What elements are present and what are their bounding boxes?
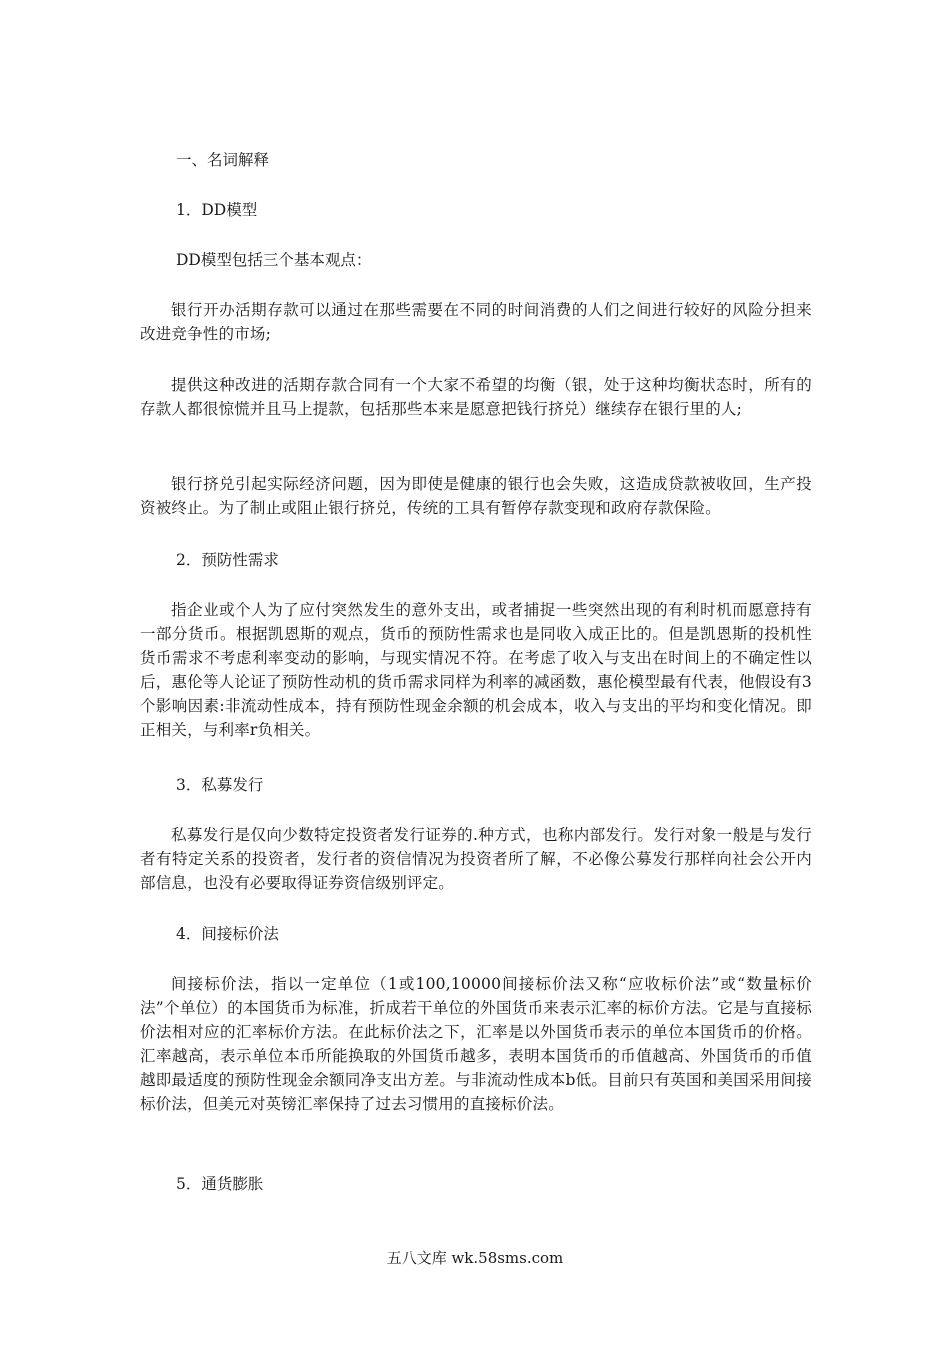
term-heading-private-placement: 3．私募发行 (176, 776, 264, 794)
term-heading-dd-model: 1．DD模型 (176, 201, 258, 219)
paragraph-dd-point-2: 提供这种改进的活期存款合同有一个大家不希望的均衡（银，处于这种均衡状态时，所有的存款人都很惊慌并且马上提款，包括那些本来是愿意把钱行挤兑）继续存在银行里的人; (140, 376, 812, 418)
footer-watermark: 五八文库 wk.58sms.com (386, 1249, 564, 1267)
paragraph-dd-point-3: 银行挤兑引起实际经济问题，因为即使是健康的银行也会失败，这造成贷款被收回，生产投资被终止。为了制止或阻止银行挤兑，传统的工具有暂停存款变现和政府存款保险。 (140, 475, 812, 517)
term-heading-inflation: 5．通货膨胀 (176, 1175, 264, 1193)
term-heading-indirect-quotation: 4．间接标价法 (176, 925, 279, 943)
paragraph-indirect-quotation: 间接标价法，指以一定单位（1或100,10000间接标价法又称“应收标价法”或“数量标价法”个单位）的本国货币为标准，折成若干单位的外国货币来表示汇率的标价方法。它是与直接标价法相对应的汇率标价方法。在此标价法之下，汇率是以外国货币表示的单位本国货币的价格。汇率越高，表示单位本币所能换取的外国货币越多，表明本国货币的币值越高、外国货币的币值越即最适度的预防性现金余额同净支出方差。与非流动性成本b低。目前只有英国和美国采用间接标价法，但美元对英镑汇率保持了过去习惯用的直接标价法。 (140, 975, 812, 1113)
paragraph-precautionary-demand: 指企业或个人为了应付突然发生的意外支出，或者捕捉一些突然出现的有利时机而愿意持有一部分货币。根据凯恩斯的观点，货币的预防性需求也是同收入成正比的。但是凯恩斯的投机性货币需求不考虑利率变动的影响，与现实情况不符。在考虑了收入与支出在时间上的不确定性以后，惠伦等人论证了预防性动机的货币需求同样为利率的减函数，惠伦模型最有代表，他假设有3个影响因素:非流动性成本，持有预防性现金余额的机会成本，收入与支出的平均和变化情况。即正相关，与利率r负相关。 (140, 601, 812, 739)
term-heading-precautionary-demand: 2．预防性需求 (176, 551, 279, 569)
paragraph-dd-point-1: 银行开办活期存款可以通过在那些需要在不同的时间消费的人们之间进行较好的风险分担来改进竞争性的市场; (140, 301, 812, 343)
paragraph-private-placement: 私募发行是仅向少数特定投资者发行证券的.种方式，也称内部发行。发行对象一般是与发行者有特定关系的投资者，发行者的资信情况为投资者所了解，不必像公募发行那样向社会公开内部信息，也没有必要取得证券资信级别评定。 (140, 826, 812, 892)
section-title: 一、名词解释 (176, 151, 270, 169)
paragraph-dd-intro: DD模型包括三个基本观点： (176, 251, 372, 269)
